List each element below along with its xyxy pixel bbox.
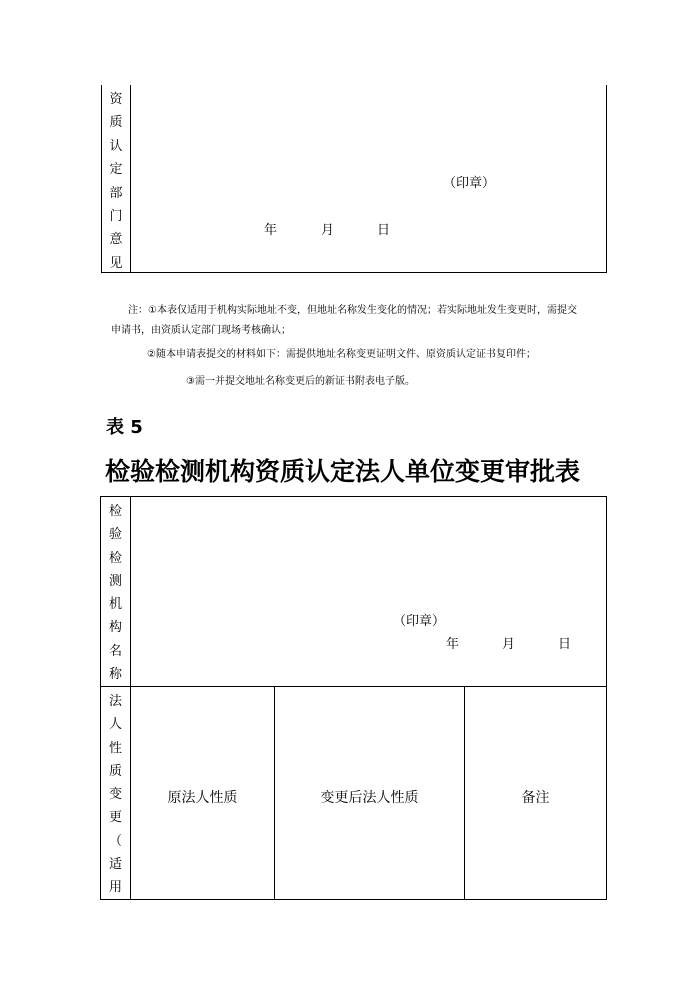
label-char: 称 (108, 667, 122, 683)
table5-left-border (100, 496, 101, 900)
table5-bottom-border (100, 899, 607, 900)
column-header-remarks: 备注 (521, 790, 550, 806)
note-line-2: 申请书，由资质认定部门现场考核确认； (111, 325, 291, 336)
date-month: 月 (502, 637, 516, 652)
label-char: 适 (108, 857, 122, 873)
note-line-1: 注：①本表仅适用于机构实际地址不变，但地址名称发生变化的情况；若实际地址发生变更时，需提交 (128, 305, 577, 316)
note-line-4: ③需一并提交地址名称变更后的新证书附表电子版。 (186, 376, 415, 387)
label-char: 人 (108, 717, 122, 733)
label-char: 更 (108, 810, 122, 826)
table5-row-divider (100, 686, 607, 687)
label-char: 意 (109, 232, 123, 248)
label-char: 机 (108, 597, 122, 613)
label-char: 用 (108, 880, 122, 896)
table5-right-border (606, 496, 607, 900)
label-char: 名 (108, 643, 122, 659)
legal-nature-change-label (102, 690, 129, 900)
date-year: 年 (446, 637, 460, 652)
table-number-label: 表 5 (106, 417, 143, 438)
label-char: 测 (108, 573, 122, 589)
label-char: 变 (108, 787, 122, 803)
label-char: 质 (108, 763, 122, 779)
note-line-3: ②随本申请表提交的材料如下：需提供地址名称变更证明文件、原资质认定证书复印件； (147, 349, 536, 360)
column-header-new-nature: 变更后法人性质 (320, 790, 419, 806)
table1-right-border (606, 85, 607, 273)
label-char: 检 (108, 504, 122, 519)
label-char: 资 (109, 92, 123, 107)
table1-divider (130, 85, 131, 273)
label-char: 部 (109, 185, 123, 201)
date-year: 年 (264, 223, 278, 238)
table-title: 检验检测机构资质认定法人单位变更审批表 (105, 457, 581, 486)
date-month: 月 (321, 223, 335, 238)
label-char: （ (108, 833, 122, 849)
institution-name-label (102, 500, 129, 686)
label-char: 门 (109, 209, 123, 225)
table1-left-border (101, 85, 102, 273)
label-char: 性 (108, 740, 122, 756)
label-char: 见 (109, 255, 123, 271)
table1-bottom-border (101, 272, 607, 273)
label-char: 认 (109, 138, 123, 154)
table5-top-border (100, 496, 607, 497)
label-char: 法 (108, 694, 122, 709)
column-header-original-nature: 原法人性质 (167, 790, 238, 806)
date-day: 日 (377, 223, 391, 238)
table5-label-divider (130, 496, 131, 900)
seal-placeholder: （印章） (443, 176, 496, 191)
approval-dept-opinion-label (103, 88, 129, 275)
label-char: 检 (108, 550, 122, 566)
date-day: 日 (558, 637, 572, 652)
label-char: 定 (109, 162, 123, 178)
seal-placeholder: （印章） (393, 614, 446, 629)
label-char: 验 (108, 527, 122, 543)
label-char: 构 (108, 620, 122, 636)
label-char: 质 (109, 115, 123, 131)
